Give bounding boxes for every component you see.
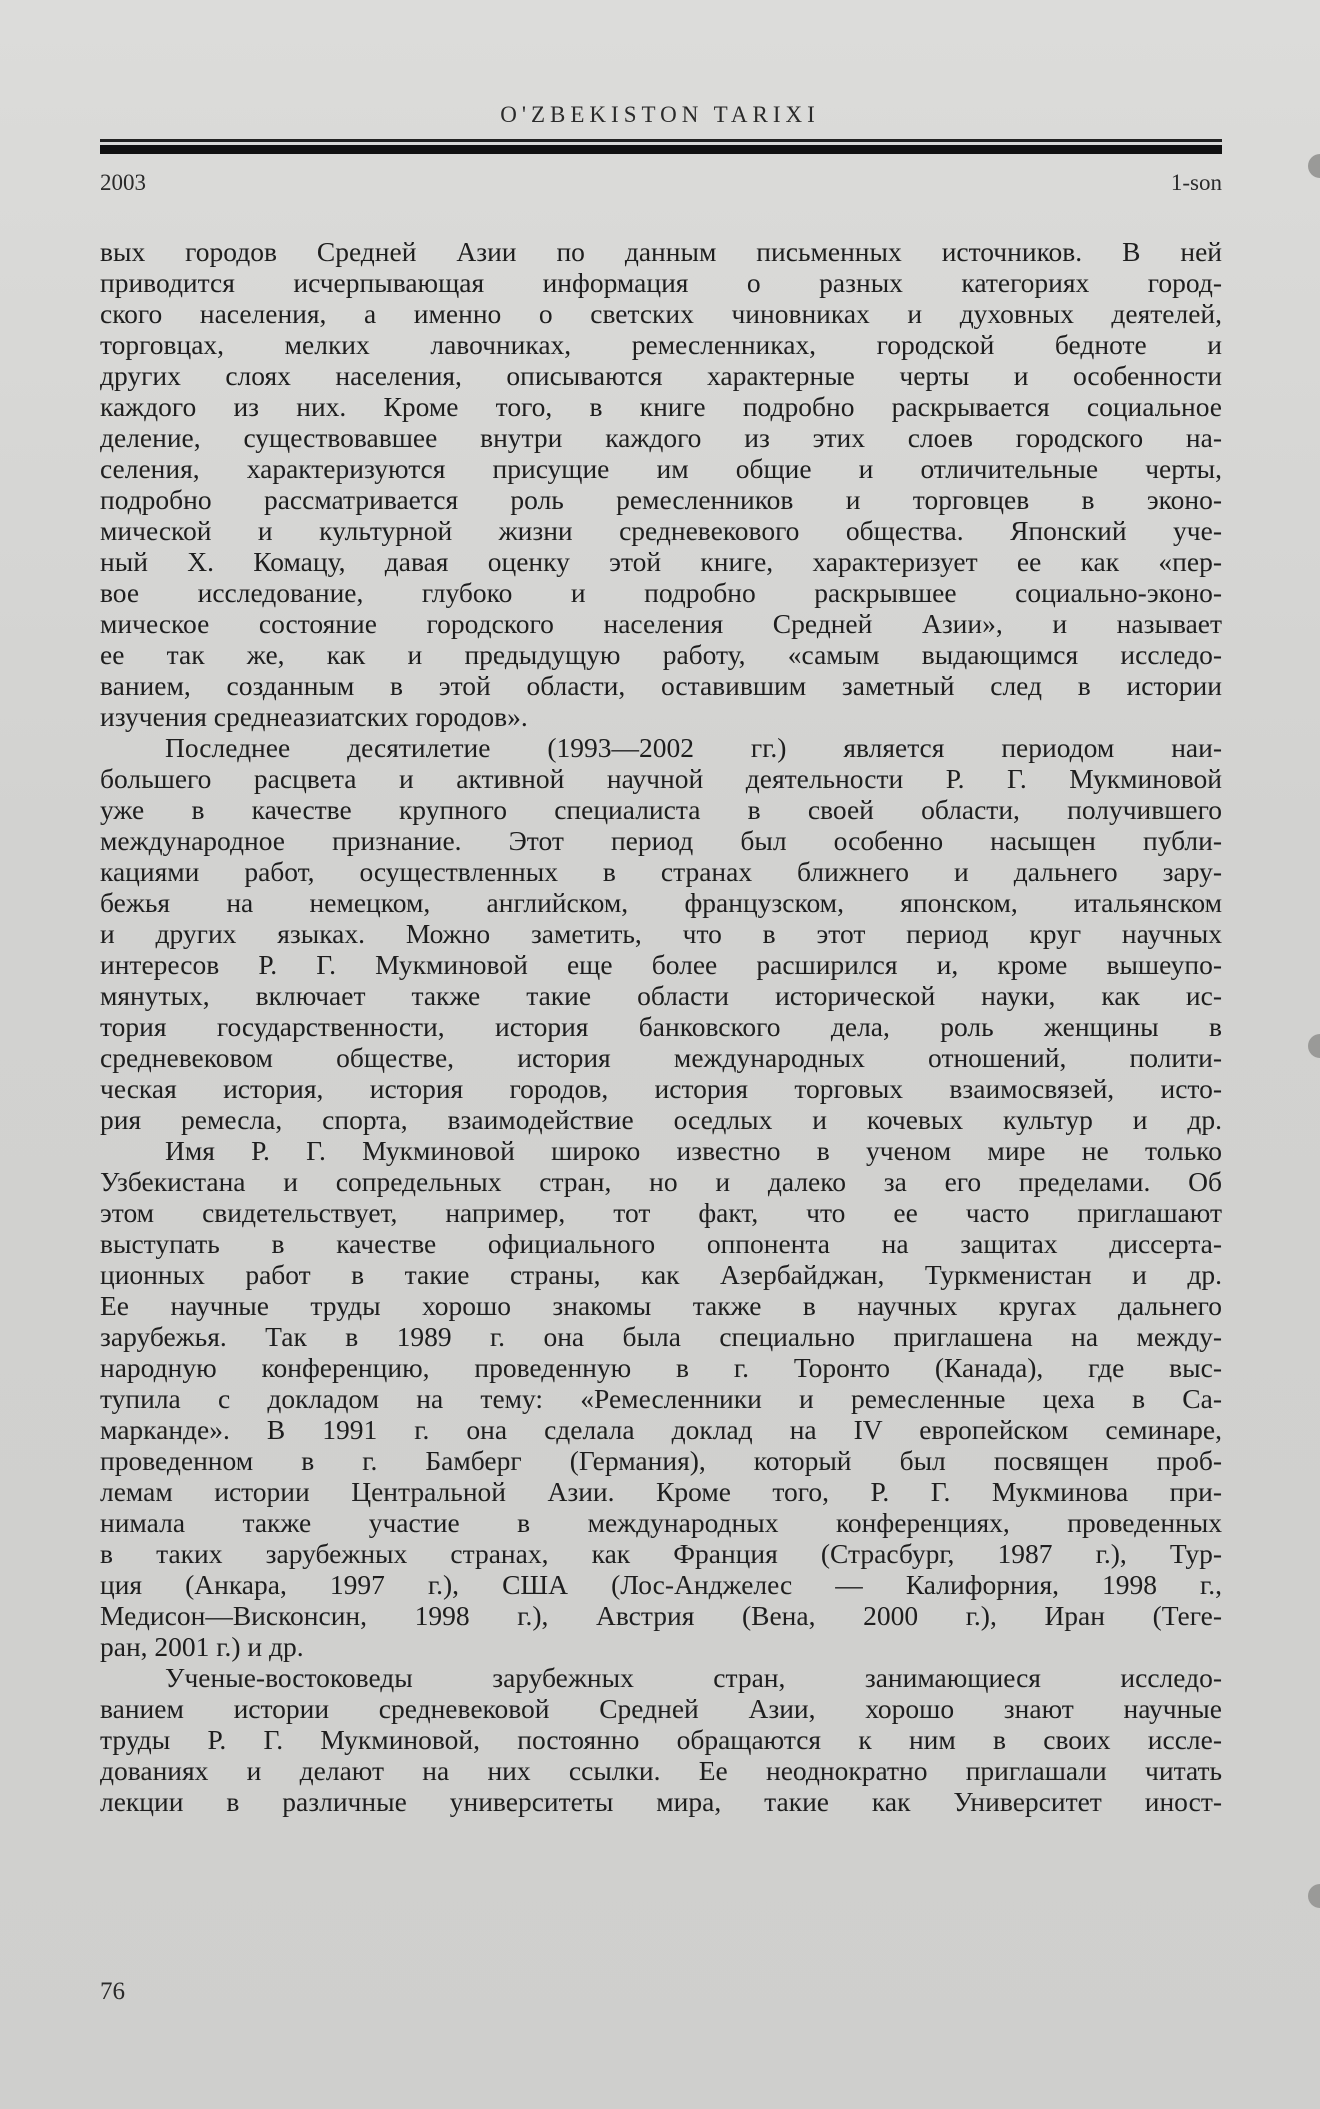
header-issue: 1-son: [1170, 170, 1222, 195]
text-line: Последнее десятилетие (1993—2002 гг.) является периодом наи-: [165, 732, 1222, 763]
body-text: [100, 236, 1222, 1817]
text-line: зарубежья. Так в 1989 г. она была специально приглашена на между-: [100, 1321, 1222, 1352]
text-line: вых городов Средней Азии по данным письменных источников. В ней: [100, 236, 1222, 267]
page-number: 76: [100, 1978, 125, 2005]
text-line: других слоях населения, описываются характерные черты и особенности: [100, 360, 1222, 391]
journal-title: O'ZBEKISTON TARIXI: [500, 102, 820, 127]
text-line: Ученые-востоковеды зарубежных стран, занимающиеся исследо-: [165, 1662, 1222, 1693]
text-line: приводится исчерпывающая информация о разных категориях город-: [100, 267, 1222, 298]
text-line: ванием истории средневековой Средней Азии, хорошо знают научные: [100, 1693, 1222, 1724]
text-line: подробно рассматривается роль ремесленников и торговцев в эконо-: [100, 484, 1222, 515]
text-line: мическое состояние городского населения Средней Азии», и называет: [100, 608, 1222, 639]
header-year: 2003: [100, 170, 146, 195]
text-line: тупила с докладом на тему: «Ремесленники и ремесленные цеха в Са-: [100, 1383, 1222, 1414]
text-line: и других языках. Можно заметить, что в этот период круг научных: [100, 918, 1222, 949]
text-line: ского населения, а именно о светских чиновниках и духовных деятелей,: [100, 298, 1222, 329]
text-line: труды Р. Г. Мукминовой, постоянно обращаются к ним в своих иссле-: [100, 1724, 1222, 1755]
text-line: дованиях и делают на них ссылки. Ее неоднократно приглашали читать: [100, 1755, 1222, 1786]
header-rule-thin: [100, 139, 1222, 142]
text-line: селения, характеризуются присущие им общие и отличительные черты,: [100, 453, 1222, 484]
text-line: Имя Р. Г. Мукминовой широко известно в ученом мире не только: [165, 1135, 1222, 1166]
text-line: лекции в различные университеты мира, такие как Университет иност-: [100, 1786, 1222, 1817]
header-rule-thick: [100, 145, 1222, 154]
text-line: каждого из них. Кроме того, в книге подробно раскрывается социальное: [100, 391, 1222, 422]
text-line: международное признание. Этот период был особенно насыщен публи-: [100, 825, 1222, 856]
text-line: деление, существовавшее внутри каждого из этих слоев городского на-: [100, 422, 1222, 453]
text-line: нимала также участие в международных конференциях, проведенных: [100, 1507, 1222, 1538]
text-line: вое исследование, глубоко и подробно раскрывшее социально-эконо-: [100, 577, 1222, 608]
punch-hole-mark: [1308, 1884, 1320, 1908]
text-line: ционных работ в такие страны, как Азербайджан, Туркменистан и др.: [100, 1259, 1222, 1290]
text-line: рия ремесла, спорта, взаимодействие оседлых и кочевых культур и др.: [100, 1104, 1222, 1135]
text-line: бежья на немецком, английском, французском, японском, итальянском: [100, 887, 1222, 918]
text-line: средневековом обществе, история международных отношений, полити-: [100, 1042, 1222, 1073]
text-line: ее так же, как и предыдущую работу, «самым выдающимся исследо-: [100, 639, 1222, 670]
text-line: марканде». В 1991 г. она сделала доклад на IV европейском семинаре,: [100, 1414, 1222, 1445]
text-line: в таких зарубежных странах, как Франция (Страсбург, 1987 г.), Тур-: [100, 1538, 1222, 1569]
text-line: тория государственности, история банковского дела, роль женщины в: [100, 1011, 1222, 1042]
text-line: ция (Анкара, 1997 г.), США (Лос-Анджелес — Калифорния, 1998 г.,: [100, 1569, 1222, 1600]
text-line: выступать в качестве официального оппонента на защитах диссерта-: [100, 1228, 1222, 1259]
text-line: Узбекистана и сопредельных стран, но и далеко за его пределами. Об: [100, 1166, 1222, 1197]
text-line: проведенном в г. Бамберг (Германия), который был посвящен проб-: [100, 1445, 1222, 1476]
text-line: изучения среднеазиатских городов».: [100, 701, 528, 732]
text-line: уже в качестве крупного специалиста в своей области, получившего: [100, 794, 1222, 825]
text-line: лемам истории Центральной Азии. Кроме того, Р. Г. Мукминова при-: [100, 1476, 1222, 1507]
text-line: Ее научные труды хорошо знакомы также в научных кругах дальнего: [100, 1290, 1222, 1321]
text-line: этом свидетельствует, например, тот факт, что ее часто приглашают: [100, 1197, 1222, 1228]
text-line: ран, 2001 г.) и др.: [100, 1631, 304, 1662]
punch-hole-mark: [1308, 154, 1320, 178]
text-line: большего расцвета и активной научной деятельности Р. Г. Мукминовой: [100, 763, 1222, 794]
text-line: ванием, созданным в этой области, оставившим заметный след в истории: [100, 670, 1222, 701]
text-line: ческая история, история городов, история торговых взаимосвязей, исто-: [100, 1073, 1222, 1104]
text-line: ный Х. Комацу, давая оценку этой книге, характеризует ее как «пер-: [100, 546, 1222, 577]
text-line: народную конференцию, проведенную в г. Торонто (Канада), где выс-: [100, 1352, 1222, 1383]
text-line: Медисон—Висконсин, 1998 г.), Австрия (Вена, 2000 г.), Иран (Теге-: [100, 1600, 1222, 1631]
text-line: мянутых, включает также такие области исторической науки, как ис-: [100, 980, 1222, 1011]
text-line: интересов Р. Г. Мукминовой еще более расширился и, кроме вышеупо-: [100, 949, 1222, 980]
punch-hole-mark: [1308, 1034, 1320, 1058]
text-line: торговцах, мелких лавочниках, ремесленниках, городской бедноте и: [100, 329, 1222, 360]
text-line: кациями работ, осуществленных в странах ближнего и дальнего зару-: [100, 856, 1222, 887]
text-line: мической и культурной жизни средневекового общества. Японский уче-: [100, 515, 1222, 546]
